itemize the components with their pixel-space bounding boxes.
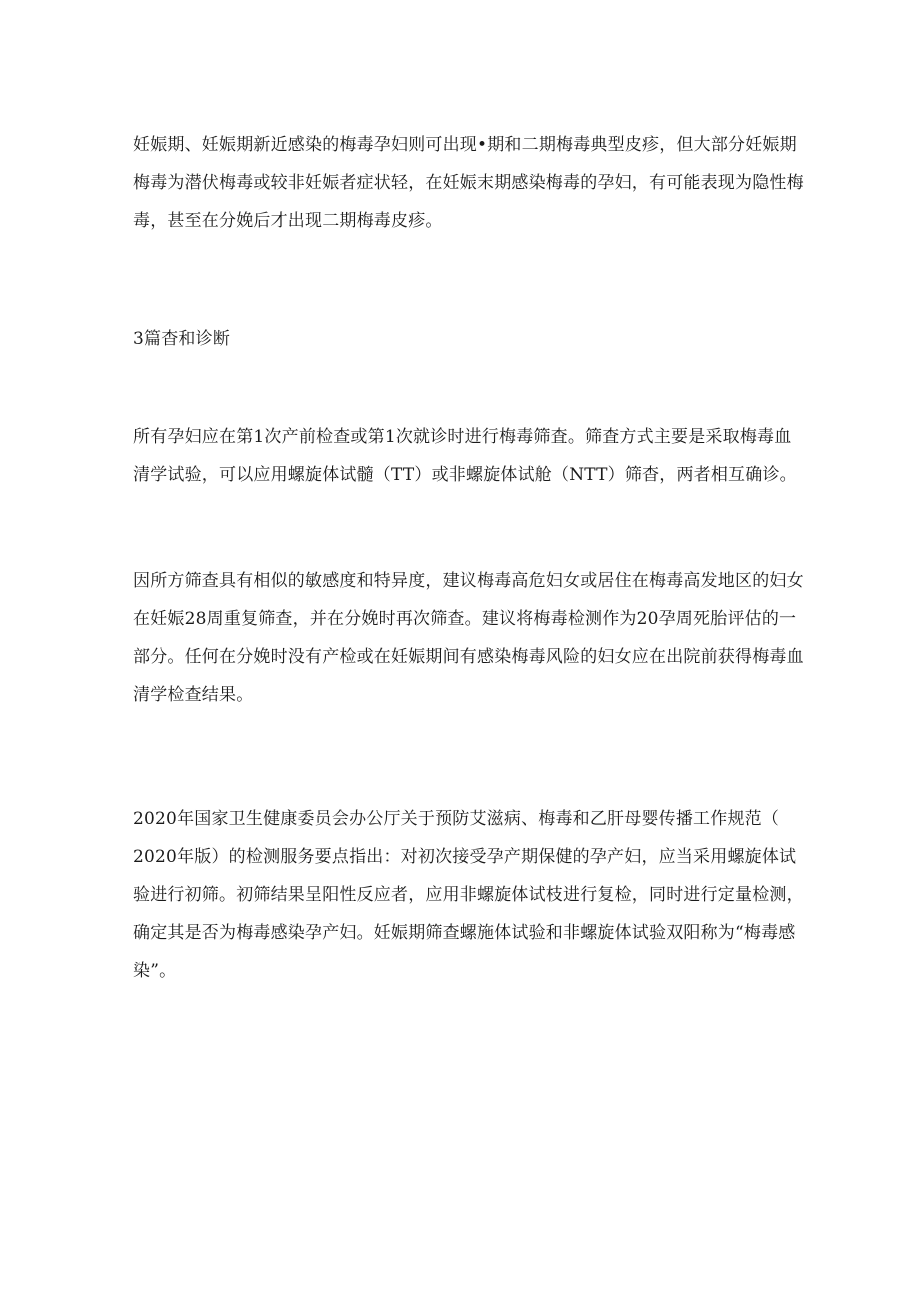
text-line: 毒，甚至在分娩后才出现二期梅毒皮疹。: [133, 211, 443, 231]
paragraph-screening: [133, 418, 801, 494]
text-line: 验进行初筛。初筛结果呈阳性反应者，应用非螺旋体试枝进行复检，同时进行定量检测，: [133, 885, 804, 905]
text-line: 梅毒为潜伏梅毒或较非妊娠者症状轻，在妊娠末期感染梅毒的孕妇，有可能表现为隐性梅: [133, 173, 804, 193]
paragraph-national-guideline: [133, 800, 804, 990]
text-line: 染”。: [133, 961, 177, 981]
text-line: 部分。任何在分娩时没有产检或在妊娠期间有感染梅毒风险的妇女应在出院前获得梅毒血: [133, 647, 804, 667]
text-line: 确定其是否为梅毒感染孕产妇。妊娠期筛查螺施体试验和非螺旋体试验双阳称为“梅毒感: [133, 923, 796, 943]
text-line: 妊娠期、妊娠期新近感染的梅毒孕妇则可出现•期和二期梅毒典型皮疹，但大部分妊娠期: [133, 135, 797, 155]
text-line: 2020年版）的检测服务要点指出：对初次接受孕产期保健的孕产妇，应当采用螺旋体试: [133, 847, 797, 867]
heading-text: 3篇杳和诊断: [133, 329, 231, 349]
text-line: 在妊娠28周重复筛查，并在分娩时再次筛查。建议将梅毒检测作为20孕周死胎评估的一: [133, 609, 797, 629]
text-line: 2020年国家卫生健康委员会办公厅关于预防艾滋病、梅毒和乙肝母婴传播工作规范（: [133, 809, 780, 829]
text-line: 因所方筛查具有相似的敏感度和特异度，建议梅毒高危妇女或居住在梅毒高发地区的妇女: [133, 571, 804, 591]
text-line: 清学检查结果。: [133, 685, 254, 705]
section-heading: [133, 320, 801, 358]
text-line: 清学试验，可以应用螺旋体试髓（TT）或非螺旋体试舱（NTT）筛杳，两者相互确诊。: [133, 465, 797, 485]
paragraph-clinical-manifestation: [133, 126, 804, 240]
text-line: 所有孕妇应在第1次产前检查或第1次就诊时进行梅毒筛査。筛査方式主要是采取梅毒血: [133, 427, 792, 447]
paragraph-repeat-screening: [133, 562, 804, 714]
